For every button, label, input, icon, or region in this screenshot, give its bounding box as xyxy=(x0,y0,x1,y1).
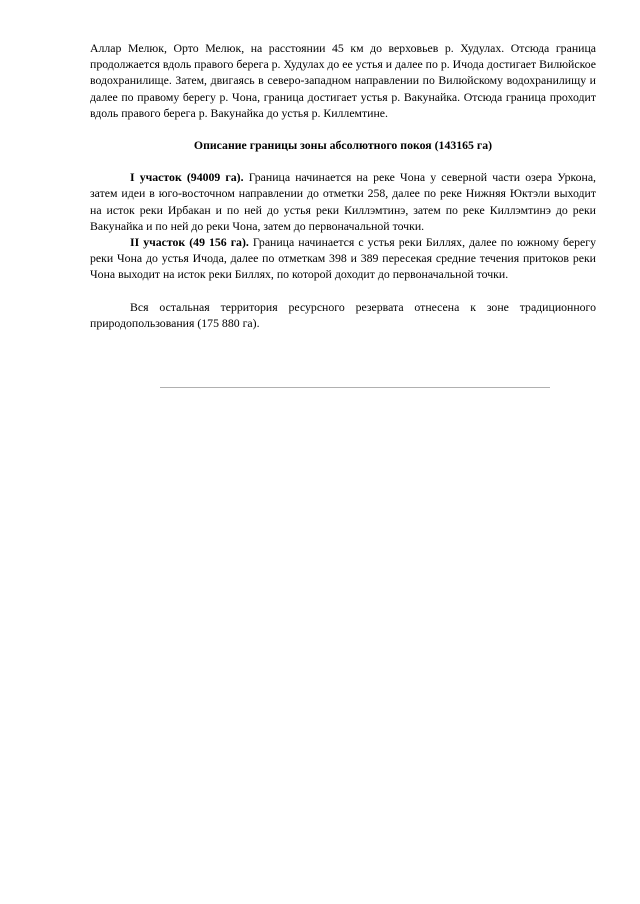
section-2-label: II участок (49 156 га). xyxy=(130,235,249,250)
section-1-text: Граница начинается на реке Чона у северной части озера Уркона, затем идеи в юго-восточном направлении до отметки 258, далее по реке Нижняя Юктэли выходит на исток реки Ирбакан и по ней до устья реки Киллэмтинэ, затем по реке Киллэмтинэ до реки Вакунайка и по ней до реки Чона, затем до первоначальной точки. xyxy=(90,170,597,233)
section-1-paragraph xyxy=(90,169,596,234)
paragraph-spacer xyxy=(90,283,596,299)
section-1-label: I участок (94009 га). xyxy=(130,170,244,185)
section-2-text: Граница начинается с устья реки Биллях, далее по южному берегу реки Чона до устья Ичода, далее по отметкам 398 и 389 пересекая средние течения притоков реки Чона выходит на исток реки Биллях, по которой доходит до первоначальной точки. xyxy=(90,235,596,282)
section-heading: Описание границы зоны абсолютного покоя (143165 га) xyxy=(193,138,493,153)
intro-paragraph: Аллар Мелюк, Орто Мелюк, на расстоянии 45 км до верховьев р. Худулах. Отсюда граница продолжается вдоль правого берега р. Худулах до ее устья и далее по р. Ичода достигает Вилюйское водохранилище. Затем, двигаясь в северо-западном направлении по Вилюйскому водохранилищу и далее по правому берегу р. Чона, граница достигает устья р. Вакунайка. Отсюда граница проходит вдоль правого берега р. Вакунайка до устья р. Киллемтине. xyxy=(90,41,596,120)
section-2-paragraph xyxy=(90,234,596,283)
document-page xyxy=(90,40,596,331)
closing-paragraph: Вся остальная территория ресурсного резервата отнесена к зоне традиционного природопользования (175 880 га). xyxy=(90,299,596,330)
horizontal-rule xyxy=(160,387,550,388)
